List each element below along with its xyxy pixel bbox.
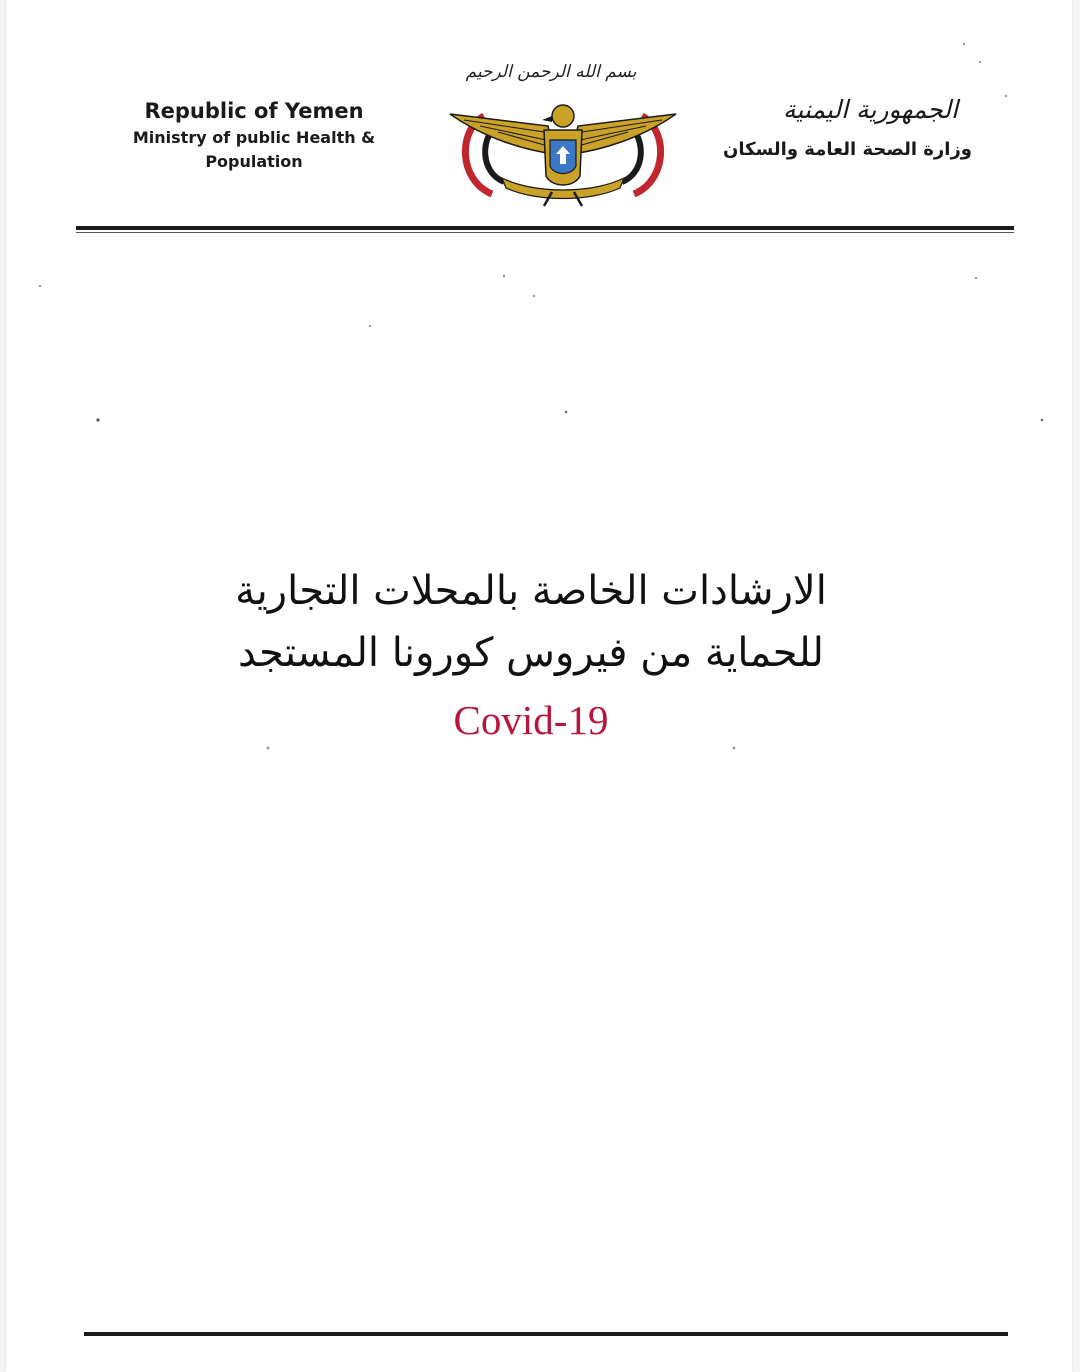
basmala-calligraphy: بسم الله الرحمن الرحيم (465, 62, 637, 82)
document-title-line-2: للحماية من فيروس كورونا المستجد (238, 630, 824, 676)
arabic-ministry-name: وزارة الصحة العامة والسكان (723, 139, 972, 160)
arabic-letterhead (676, 86, 976, 166)
document-subtitle: Covid-19 (453, 697, 609, 743)
arabic-country-name: الجمهورية اليمنية (782, 95, 958, 124)
english-country-name: Republic of Yemen (144, 99, 364, 123)
footer-divider (84, 1332, 1008, 1336)
english-ministry-name: Ministry of public Health & Population (132, 128, 376, 171)
document-page (6, 0, 1072, 1372)
document-title-block (156, 560, 906, 748)
document-title-line-1: الارشادات الخاصة بالمحلات التجارية (235, 568, 827, 614)
english-letterhead (84, 96, 424, 174)
header-divider-thin (76, 232, 1014, 233)
yemen-eagle-emblem-icon (444, 96, 682, 208)
header-divider (76, 226, 1014, 230)
